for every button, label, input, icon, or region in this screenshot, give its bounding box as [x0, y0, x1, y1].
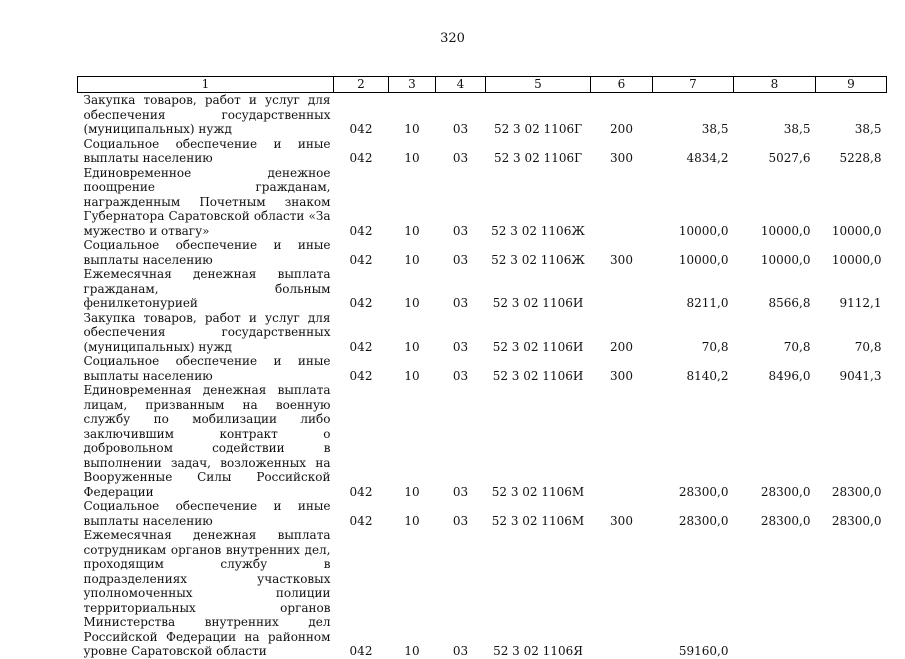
row-description: Социальное обеспечение и иные выплаты населению: [83, 499, 331, 528]
cell-section: 10: [404, 151, 420, 165]
table-row: [78, 93, 887, 137]
cell-amount-2: 70,8: [783, 339, 811, 354]
cell-amount-2: 38,5: [783, 122, 811, 136]
cell-chapter: 042: [349, 223, 373, 238]
cell-section: 10: [404, 296, 420, 310]
cell-chapter: 042: [349, 484, 373, 499]
cell-subsection: 03: [452, 252, 469, 267]
cell-section: 10: [404, 339, 420, 354]
cell-amount-1: 59160,0: [678, 644, 729, 658]
column-header-2: 2: [334, 77, 389, 93]
row-description: Ежемесячная денежная выплата гражданам, больным фенилкетонурией: [83, 267, 331, 310]
cell-amount-3: 9112,1: [839, 296, 882, 310]
cell-expense-type: 200: [610, 122, 633, 136]
cell-expense-type: 200: [610, 339, 633, 354]
cell-subsection: 03: [452, 644, 469, 658]
cell-amount-3: 10000,0: [831, 252, 882, 267]
table-row: [78, 238, 887, 267]
cell-amount-1: 38,5: [701, 122, 729, 136]
cell-amount-3: 70,8: [854, 339, 882, 354]
cell-subsection: 03: [452, 368, 469, 383]
cell-target-code: 52 3 02 1106И: [492, 368, 584, 383]
column-header-1: 1: [78, 77, 334, 93]
cell-section: 10: [404, 368, 420, 383]
column-header-5: 5: [486, 77, 591, 93]
cell-expense-type: 300: [610, 513, 633, 528]
cell-subsection: 03: [452, 296, 469, 310]
table-row: [78, 166, 887, 239]
cell-amount-1: 8140,2: [686, 368, 729, 383]
cell-subsection: 03: [452, 484, 469, 499]
cell-target-code: 52 3 02 1106М: [491, 513, 585, 528]
cell-subsection: 03: [452, 151, 469, 165]
cell-chapter: 042: [349, 151, 373, 165]
cell-target-code: 52 3 02 1106И: [492, 296, 584, 310]
cell-expense-type: 300: [610, 151, 633, 165]
table-row: [78, 528, 887, 659]
column-header-8: 8: [734, 77, 816, 93]
cell-target-code: 52 3 02 1106Г: [493, 122, 583, 136]
page-number: 320: [440, 31, 465, 46]
table-row: [78, 354, 887, 383]
cell-target-code: 52 3 02 1106И: [492, 339, 584, 354]
column-header-4: 4: [436, 77, 486, 93]
cell-amount-1: 8211,0: [686, 296, 729, 310]
row-description: Социальное обеспечение и иные выплаты населению: [83, 238, 331, 267]
cell-amount-1: 10000,0: [678, 252, 729, 267]
cell-amount-1: 4834,2: [686, 151, 729, 165]
cell-chapter: 042: [349, 122, 373, 136]
cell-amount-3: [816, 528, 887, 659]
cell-amount-2: 28300,0: [760, 513, 811, 528]
cell-subsection: 03: [452, 513, 469, 528]
row-description: Социальное обеспечение и иные выплаты населению: [83, 354, 331, 383]
cell-section: 10: [404, 122, 420, 136]
table-row: [78, 311, 887, 355]
table-row: [78, 267, 887, 311]
cell-expense-type: [591, 166, 653, 239]
cell-expense-type: [591, 528, 653, 659]
cell-subsection: 03: [452, 223, 469, 238]
cell-chapter: 042: [349, 644, 373, 658]
cell-amount-2: 5027,6: [768, 151, 811, 165]
cell-chapter: 042: [349, 252, 373, 267]
cell-section: 10: [404, 513, 420, 528]
cell-amount-2: 8496,0: [768, 368, 811, 383]
cell-amount-2: 28300,0: [760, 484, 811, 499]
cell-section: 10: [404, 252, 420, 267]
cell-amount-3: 10000,0: [831, 223, 882, 238]
row-description: Ежемесячная денежная выплата сотрудникам органов внутренних дел, проходящим службу в подразделениях участковых уполномоченных полиции территориальных органов Министерства внутренних дел Российской Федерации на районном уровне Саратовской области: [83, 528, 331, 658]
table-row: [78, 383, 887, 499]
cell-chapter: 042: [349, 513, 373, 528]
cell-amount-3: 9041,3: [839, 368, 882, 383]
column-header-7: 7: [653, 77, 734, 93]
cell-amount-3: 5228,8: [839, 151, 882, 165]
cell-target-code: 52 3 02 1106Ж: [491, 223, 585, 238]
cell-expense-type: 300: [610, 368, 633, 383]
cell-amount-1: 28300,0: [678, 513, 729, 528]
cell-target-code: 52 3 02 1106Я: [493, 644, 583, 658]
cell-subsection: 03: [452, 339, 469, 354]
cell-chapter: 042: [349, 368, 373, 383]
row-description: Закупка товаров, работ и услуг для обеспечения государственных (муниципальных) нужд: [83, 93, 331, 136]
cell-section: 10: [404, 223, 420, 238]
row-description: Социальное обеспечение и иные выплаты населению: [83, 136, 331, 165]
column-header-9: 9: [816, 77, 887, 93]
cell-amount-2: 10000,0: [760, 223, 811, 238]
budget-table: [77, 76, 887, 659]
column-header-3: 3: [389, 77, 436, 93]
cell-amount-1: 10000,0: [678, 223, 729, 238]
cell-target-code: 52 3 02 1106Ж: [491, 252, 585, 267]
cell-expense-type: [591, 383, 653, 499]
table-row: [78, 137, 887, 166]
column-header-6: 6: [591, 77, 653, 93]
cell-amount-3: 38,5: [854, 122, 882, 136]
cell-amount-2: 10000,0: [760, 252, 811, 267]
cell-expense-type: [591, 267, 653, 311]
cell-section: 10: [404, 644, 420, 658]
cell-amount-3: 28300,0: [831, 484, 882, 499]
cell-target-code: 52 3 02 1106Г: [493, 151, 583, 165]
cell-chapter: 042: [349, 296, 373, 310]
row-description: Единовременная денежная выплата лицам, призванным на военную службу по мобилизации либо заключившим контракт о добровольном содействии в выполнении задач, возложенных на Вооруженные Силы Российской Федерации: [83, 383, 331, 499]
cell-expense-type: 300: [610, 252, 633, 267]
cell-section: 10: [404, 484, 420, 499]
header-row: [78, 77, 887, 93]
row-description: Закупка товаров, работ и услуг для обеспечения государственных (муниципальных) нужд: [83, 310, 331, 354]
cell-subsection: 03: [452, 122, 469, 136]
cell-amount-2: [734, 528, 816, 659]
cell-amount-2: 8566,8: [768, 296, 811, 310]
cell-amount-1: 70,8: [701, 339, 729, 354]
cell-amount-1: 28300,0: [678, 484, 729, 499]
cell-target-code: 52 3 02 1106М: [491, 484, 585, 499]
cell-chapter: 042: [349, 339, 373, 354]
row-description: Единовременное денежное поощрение гражданам, награжденным Почетным знаком Губернатора Саратовской области «За мужество и отвагу»: [83, 165, 331, 238]
cell-amount-3: 28300,0: [831, 513, 882, 528]
table-row: [78, 499, 887, 528]
